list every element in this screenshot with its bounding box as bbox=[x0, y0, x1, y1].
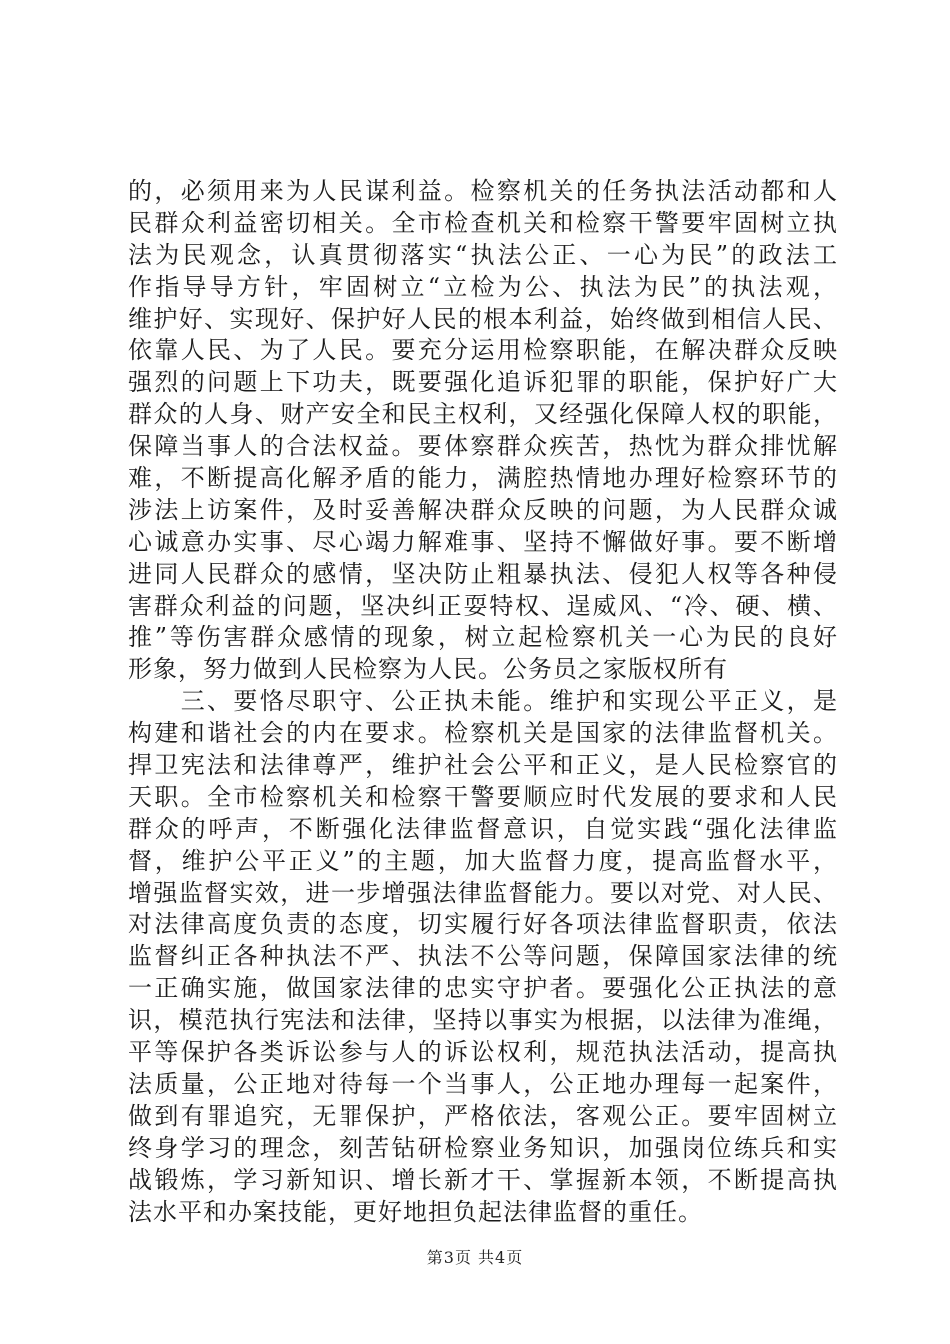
page-footer: 第3页 共4页 bbox=[426, 1248, 524, 1267]
text-line: 心诚意办实事、尽心竭力解难事、坚持不懈做好事。要不断增 bbox=[128, 527, 838, 556]
text-line: 依靠人民、为了人民。要充分运用检察职能，在解决群众反映 bbox=[128, 336, 838, 365]
text-line: 平等保护各类诉讼参与人的诉讼权利，规范执法活动，提高执 bbox=[128, 1038, 838, 1067]
text-line: 战锻炼，学习新知识、增长新才干、掌握新本领，不断提高执 bbox=[128, 1165, 838, 1194]
text-line: 保障当事人的合法权益。要体察群众疾苦，热忱为群众排忧解 bbox=[128, 432, 838, 461]
text-line: 做到有罪追究，无罪保护，严格依法，客观公正。要牢固树立 bbox=[128, 1101, 838, 1130]
text-line: 增强监督实效，进一步增强法律监督能力。要以对党、对人民、 bbox=[128, 878, 838, 907]
text-line: 构建和谐社会的内在要求。检察机关是国家的法律监督机关。 bbox=[128, 719, 838, 748]
text-line: 作指导导方针，牢固树立“立检为公、执法为民”的执法观， bbox=[128, 272, 838, 301]
text-line: 民群众利益密切相关。全市检查机关和检察干警要牢固树立执 bbox=[128, 208, 838, 237]
text-line: 群众的呼声，不断强化法律监督意识，自觉实践“强化法律监 bbox=[128, 814, 838, 843]
text-line: 群众的人身、财产安全和民主权利，又经强化保障人权的职能， bbox=[128, 400, 838, 429]
text-line: 的，必须用来为人民谋利益。检察机关的任务执法活动都和人 bbox=[128, 177, 838, 205]
text-line: 天职。全市检察机关和检察干警要顺应时代发展的要求和人民 bbox=[128, 782, 838, 811]
text-line: 法为民观念，认真贯彻落实“执法公正、一心为民”的政法工 bbox=[128, 240, 838, 269]
text-line: 终身学习的理念，刻苦钻研检察业务知识，加强岗位练兵和实 bbox=[128, 1133, 838, 1162]
text-line: 害群众利益的问题，坚决纠正耍特权、逞威风、“冷、硬、横、 bbox=[128, 591, 838, 620]
text-line: 推”等伤害群众感情的现象，树立起检察机关一心为民的良好 bbox=[128, 623, 838, 652]
text-line: 法质量，公正地对待每一个当事人，公正地办理每一起案件， bbox=[128, 1069, 838, 1098]
text-line: 法水平和办案技能，更好地担负起法律监督的重任。 bbox=[128, 1197, 703, 1226]
text-line: 督，维护公平正义”的主题，加大监督力度，提高监督水平， bbox=[128, 846, 838, 875]
text-line: 形象，努力做到人民检察为人民。公务员之家版权所有 bbox=[128, 655, 728, 684]
text-line: 三、要恪尽职守、公正执未能。维护和实现公平正义，是 bbox=[128, 687, 838, 716]
text-line: 维护好、实现好、保护好人民的根本利益，始终做到相信人民、 bbox=[128, 304, 838, 333]
text-line: 一正确实施，做国家法律的忠实守护者。要强化公正执法的意 bbox=[128, 974, 838, 1003]
text-line: 识，模范执行宪法和法律，坚持以事实为根据，以法律为准绳， bbox=[128, 1006, 838, 1035]
text-line: 难，不断提高化解矛盾的能力，满腔热情地办理好检察环节的 bbox=[128, 464, 838, 493]
text-line: 捍卫宪法和法律尊严，维护社会公平和正义，是人民检察官的 bbox=[128, 751, 838, 780]
text-line: 涉法上访案件，及时妥善解决群众反映的问题，为人民群众诚 bbox=[128, 495, 838, 524]
text-line: 监督纠正各种执法不严、执法不公等问题，保障国家法律的统 bbox=[128, 942, 838, 971]
text-line: 进同人民群众的感情，坚决防止粗暴执法、侵犯人权等各种侵 bbox=[128, 559, 838, 588]
document-body bbox=[128, 176, 838, 1228]
text-line: 对法律高度负责的态度，切实履行好各项法律监督职责，依法 bbox=[128, 910, 838, 939]
text-line: 强烈的问题上下功夫，既要强化追诉犯罪的职能，保护好广大 bbox=[128, 368, 838, 397]
